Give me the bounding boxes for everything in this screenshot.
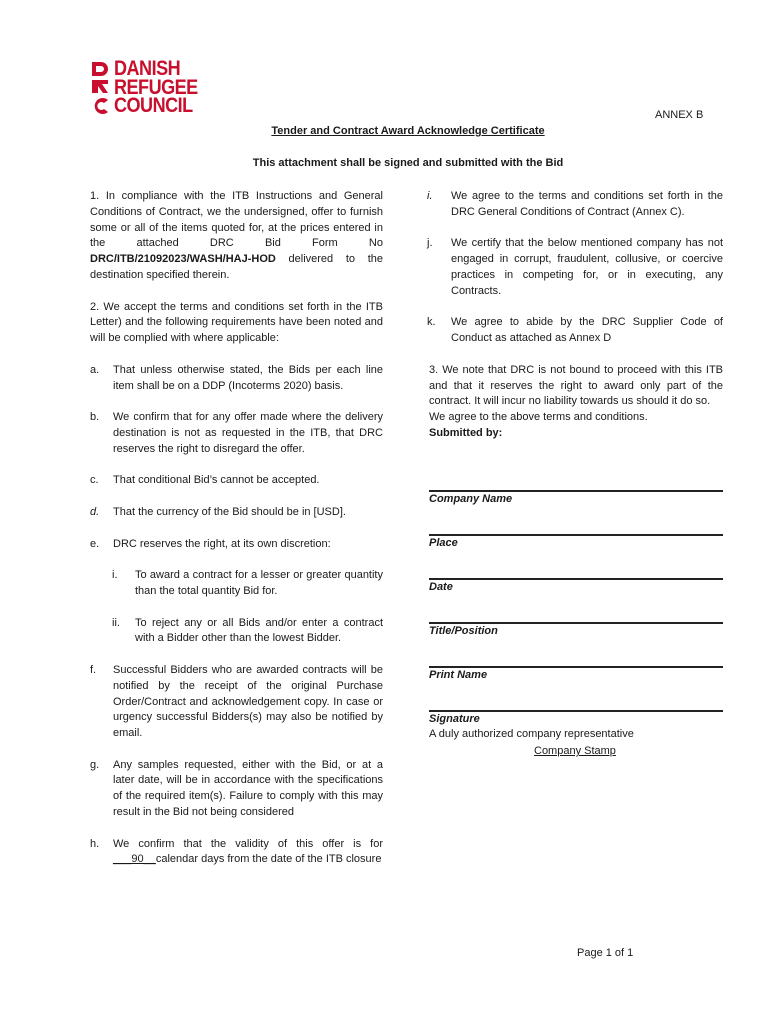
validity-days: ___90__ bbox=[113, 853, 156, 866]
list-item: e. DRC reserves the right, at its own discretion: bbox=[90, 537, 331, 550]
list-item: j. We certify that the below mentioned company has not engaged in corrupt, fraudulent, collusive, or coercive practices in competing for, or in executing, any Contracts. bbox=[427, 237, 723, 297]
list-item-validity: h. We confirm that the validity of this offer is for ___90__calendar days from the date of the ITB closure bbox=[90, 837, 383, 866]
list-item: i. We agree to the terms and conditions set forth in the DRC General Conditions of Contract (Annex C). bbox=[427, 190, 723, 218]
logo-line-refugee: REFUGEE bbox=[114, 75, 198, 99]
drc-logo bbox=[90, 57, 211, 118]
document-subtitle: This attachment shall be signed and submitted with the Bid bbox=[252, 157, 564, 169]
company-stamp-label: Company Stamp bbox=[534, 745, 616, 757]
sub-list-item: ii. To reject any or all Bids and/or enter a contract with a Bidder other than the lowest Bidder. bbox=[112, 616, 383, 645]
representative-note: A duly authorized company representative bbox=[429, 728, 634, 740]
list-item: f. Successful Bidders who are awarded contracts will be notified by the receipt of the original Purchase Order/Contract and acknowledgement copy. In case or urgency successful Bidders(s) may also be notified by email. bbox=[90, 663, 383, 740]
print-name-field[interactable]: Print Name bbox=[429, 666, 723, 710]
list-item: k. We agree to abide by the DRC Supplier Code of Conduct as attached as Annex D bbox=[427, 316, 723, 345]
logo-line-council: COUNCIL bbox=[114, 94, 193, 117]
right-column bbox=[429, 189, 723, 442]
list-item: g. Any samples requested, either with the Bid, or at a later date, will be in accordance with the specifications of the required item(s). Failure to comply with this may result in the Bid not being considered bbox=[90, 758, 383, 819]
left-column bbox=[90, 189, 383, 868]
title-position-field[interactable]: Title/Position bbox=[429, 622, 723, 666]
place-field[interactable]: Place bbox=[429, 534, 723, 578]
page-number: Page 1 of 1 bbox=[577, 947, 634, 959]
annex-label: ANNEX B bbox=[655, 109, 704, 121]
submitted-by-label: Submitted by: bbox=[429, 426, 503, 439]
paragraph-2: 2. We accept the terms and conditions set forth in the ITB Letter) and the following requirements have been noted and will be complied with where applicable: bbox=[90, 300, 383, 345]
list-item: c. That conditional Bid’s cannot be accepted. bbox=[90, 474, 320, 487]
signature-field[interactable]: Signature bbox=[429, 710, 723, 754]
drc-logo-wordmark bbox=[114, 57, 211, 118]
document-title: Tender and Contract Award Acknowledge Certificate bbox=[271, 125, 545, 137]
list-item: b. We confirm that for any offer made where the delivery destination is not as requested in the ITB, that DRC reserves the right to disregard the offer. bbox=[90, 411, 383, 455]
drc-logo-mark bbox=[90, 60, 110, 116]
list-item: a. That unless otherwise stated, the Bids per each line item shall be on a DDP (Incoterms 2020) basis. bbox=[90, 363, 383, 392]
company-name-field[interactable]: Company Name bbox=[429, 490, 723, 534]
sub-list-item: i. To award a contract for a lesser or greater quantity than the total quantity Bid for. bbox=[112, 569, 383, 597]
bid-form-number: DRC/ITB/21092023/WASH/HAJ-HOD bbox=[90, 253, 276, 266]
paragraph-1: 1. In compliance with the ITB Instructions and General Conditions of Contract, we the undersigned, offer to furnish some or all of the items quoted for, at the prices entered in the attached DRC Bid Form No DRC/ITB/21092023/WASH/HAJ-HOD delivered to the destination specified therein. bbox=[90, 190, 383, 281]
agree-statement: We agree to the above terms and conditions. bbox=[429, 411, 648, 424]
paragraph-3: 3. We note that DRC is not bound to proceed with this ITB and that it reserves the right to award only part of the contract. It will incur no liability towards us should it do so. bbox=[429, 363, 723, 408]
logo-line-danish: DANISH bbox=[114, 57, 181, 80]
list-item: d. That the currency of the Bid should be in [USD]. bbox=[90, 505, 346, 518]
signature-block bbox=[429, 490, 723, 754]
date-field[interactable]: Date bbox=[429, 578, 723, 622]
